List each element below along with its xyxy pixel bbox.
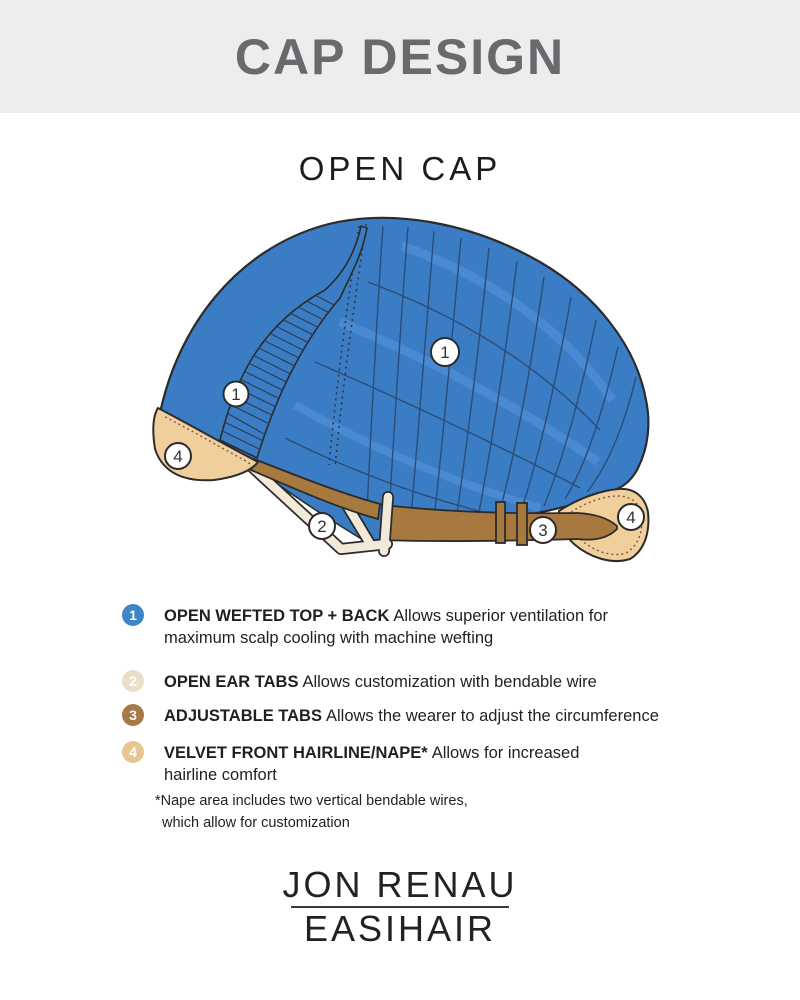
brand-logo bbox=[0, 866, 800, 948]
legend-desc-3: Allows the wearer to adjust the circumference bbox=[325, 707, 659, 725]
page-title: CAP DESIGN bbox=[234, 28, 566, 85]
callout-2-eartab bbox=[309, 513, 335, 539]
brand-collection: EASIHAIR bbox=[303, 908, 497, 949]
strap-buckle-bar bbox=[517, 503, 527, 545]
callout-4-nape-label: 4 bbox=[626, 508, 636, 527]
callout-3-strap bbox=[530, 517, 556, 543]
brand-name: JON RENAU bbox=[282, 864, 518, 905]
cap-diagram bbox=[140, 210, 700, 580]
legend-desc-2: Allows customization with bendable wire bbox=[302, 673, 597, 691]
callout-1-back bbox=[431, 338, 459, 366]
legend-term-3: ADJUSTABLE TABS bbox=[164, 707, 322, 725]
callout-4-nape bbox=[618, 504, 644, 530]
footnote-line-2: which allow for customization bbox=[162, 815, 350, 831]
strap-buckle-bar bbox=[496, 502, 505, 543]
legend-item-2 bbox=[122, 670, 724, 693]
legend-item-1 bbox=[122, 604, 626, 649]
legend-text-2 bbox=[164, 670, 724, 693]
footnote-line-1: *Nape area includes two vertical bendable wires, bbox=[155, 793, 468, 809]
cap-illustration bbox=[140, 210, 700, 580]
legend-item-4 bbox=[122, 741, 594, 786]
legend-item-3 bbox=[122, 704, 724, 727]
legend-text-4 bbox=[164, 741, 594, 786]
callout-1-back-label: 1 bbox=[440, 343, 450, 362]
legend-text-1 bbox=[164, 604, 626, 649]
callout-4-front bbox=[165, 443, 191, 469]
callout-4-front-label: 4 bbox=[173, 447, 183, 466]
callout-1-front-label: 1 bbox=[231, 385, 241, 404]
legend-term-1: OPEN WEFTED TOP + BACK bbox=[164, 607, 390, 625]
callout-3-strap-label: 3 bbox=[538, 521, 548, 540]
legend-desc-4: Allows for increased hairline comfort bbox=[164, 744, 580, 784]
diagram-title: OPEN CAP bbox=[298, 150, 502, 187]
legend-term-4: VELVET FRONT HAIRLINE/NAPE* bbox=[164, 744, 428, 762]
legend-text-3 bbox=[164, 704, 724, 727]
header-band bbox=[0, 0, 800, 113]
legend-desc-1: Allows superior ventilation for maximum scalp cooling with machine wefting bbox=[164, 607, 608, 647]
legend-badge-1: 1 bbox=[122, 604, 144, 626]
legend-badge-2: 2 bbox=[122, 670, 144, 692]
callout-1-front bbox=[224, 382, 249, 407]
legend-badge-4: 4 bbox=[122, 741, 144, 763]
footnote bbox=[155, 790, 468, 834]
callout-2-eartab-label: 2 bbox=[317, 517, 327, 536]
legend-term-2: OPEN EAR TABS bbox=[164, 673, 299, 691]
legend-badge-3: 3 bbox=[122, 704, 144, 726]
